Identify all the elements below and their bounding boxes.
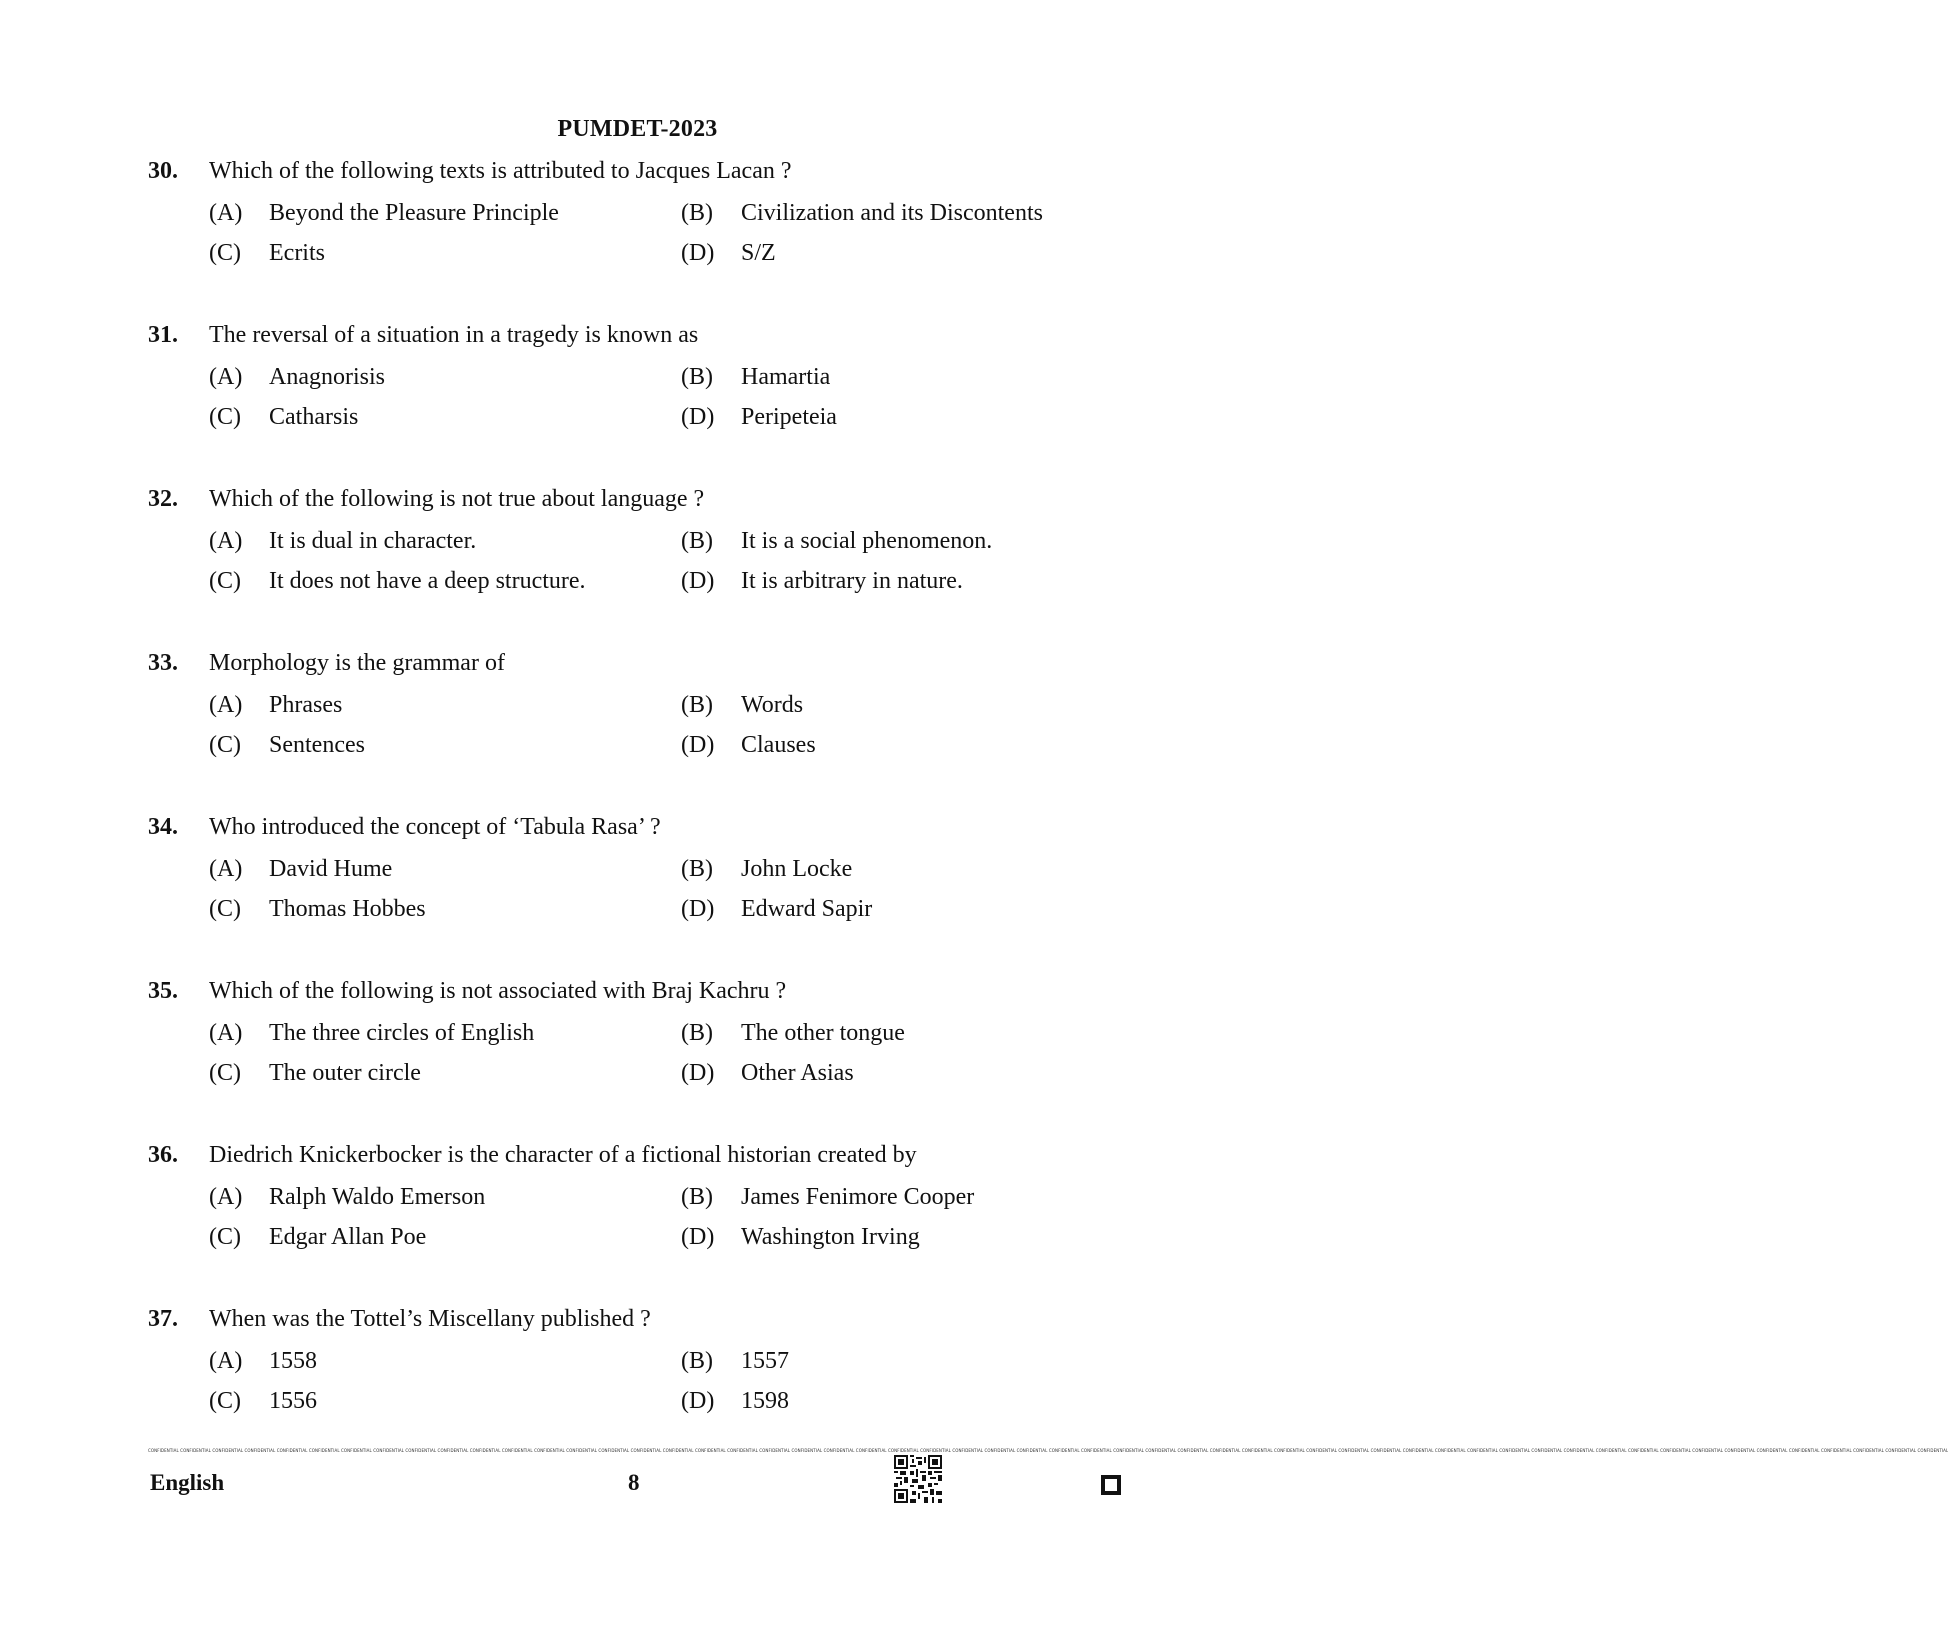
option-letter: (C): [209, 1224, 241, 1250]
option-a: [209, 1017, 534, 1049]
question-32: [0, 483, 1275, 647]
option-letter: (B): [681, 1020, 713, 1046]
option-text: David Hume: [269, 856, 393, 882]
option-c: [209, 1221, 426, 1253]
option-b: [681, 1017, 905, 1049]
option-text: Ralph Waldo Emerson: [269, 1184, 486, 1210]
question-34: [0, 811, 1275, 975]
option-b: [681, 361, 830, 393]
option-letter: (D): [681, 896, 715, 922]
question-text: Which of the following texts is attributed to Jacques Lacan ?: [209, 158, 792, 184]
option-c: [209, 401, 358, 433]
option-a: [209, 525, 476, 557]
question-text: Who introduced the concept of ‘Tabula Rasa’ ?: [209, 814, 661, 840]
question-text: Which of the following is not true about language ?: [209, 486, 705, 512]
option-text: 1556: [269, 1388, 317, 1414]
option-letter: (A): [209, 1184, 243, 1210]
option-text: Ecrits: [269, 240, 325, 266]
option-text: 1558: [269, 1348, 317, 1374]
option-text: The outer circle: [269, 1060, 421, 1086]
option-text: Peripeteia: [741, 404, 837, 430]
question-33: [0, 647, 1275, 811]
option-text: James Fenimore Cooper: [741, 1184, 975, 1210]
question-number: 30.: [148, 158, 178, 184]
page-number: 8: [628, 1470, 640, 1495]
option-text: It does not have a deep structure.: [269, 568, 586, 594]
option-letter: (D): [681, 1388, 715, 1414]
question-number: 37.: [148, 1306, 178, 1332]
question-number: 34.: [148, 814, 178, 840]
option-text: Sentences: [269, 732, 365, 758]
option-letter: (B): [681, 200, 713, 226]
option-d: [681, 1057, 854, 1089]
option-letter: (B): [681, 364, 713, 390]
option-c: [209, 1057, 421, 1089]
option-c: [209, 893, 426, 925]
option-letter: (A): [209, 692, 243, 718]
question-37: [0, 1303, 1948, 1467]
option-d: [681, 1221, 920, 1253]
qr-code-icon: [894, 1455, 942, 1503]
option-d: [681, 565, 963, 597]
question-text: The reversal of a situation in a tragedy is known as: [209, 322, 699, 348]
option-letter: (D): [681, 404, 715, 430]
option-d: [681, 1385, 789, 1417]
option-b: [681, 1345, 789, 1377]
option-letter: (C): [209, 1388, 241, 1414]
option-text: It is arbitrary in nature.: [741, 568, 963, 594]
option-text: Civilization and its Discontents: [741, 200, 1043, 226]
option-letter: (A): [209, 364, 243, 390]
question-text: Morphology is the grammar of: [209, 650, 505, 676]
option-letter: (D): [681, 568, 715, 594]
option-letter: (B): [681, 692, 713, 718]
option-d: [681, 401, 837, 433]
option-letter: (A): [209, 1020, 243, 1046]
option-b: [681, 525, 992, 557]
option-b: [681, 853, 852, 885]
question-30: [0, 155, 1275, 319]
option-letter: (C): [209, 1060, 241, 1086]
option-a: [209, 197, 559, 229]
option-text: Catharsis: [269, 404, 359, 430]
option-letter: (C): [209, 568, 241, 594]
option-letter: (B): [681, 1184, 713, 1210]
option-text: John Locke: [741, 856, 853, 882]
option-a: [209, 853, 392, 885]
footer-subject: English: [150, 1470, 225, 1495]
option-text: Clauses: [741, 732, 816, 758]
question-number: 36.: [148, 1142, 178, 1168]
option-c: [209, 237, 325, 269]
option-text: It is a social phenomenon.: [741, 528, 993, 554]
option-letter: (C): [209, 240, 241, 266]
question-text: Which of the following is not associated with Braj Kachru ?: [209, 978, 787, 1004]
option-text: Thomas Hobbes: [269, 896, 426, 922]
page-title: PUMDET-2023: [557, 116, 718, 142]
option-d: [681, 729, 816, 761]
question-36: [0, 1139, 1275, 1303]
option-letter: (C): [209, 404, 241, 430]
question-number: 33.: [148, 650, 178, 676]
option-text: Washington Irving: [741, 1224, 920, 1250]
option-c: [209, 1385, 317, 1417]
option-letter: (B): [681, 528, 713, 554]
question-text: When was the Tottel’s Miscellany published ?: [209, 1306, 651, 1332]
option-d: [681, 893, 872, 925]
option-text: Words: [741, 692, 804, 718]
option-letter: (D): [681, 240, 715, 266]
question-number: 35.: [148, 978, 178, 1004]
option-letter: (A): [209, 528, 243, 554]
question-number: 32.: [148, 486, 178, 512]
option-text: Edward Sapir: [741, 896, 873, 922]
option-letter: (B): [681, 1348, 713, 1374]
option-text: Hamartia: [741, 364, 831, 390]
option-letter: (B): [681, 856, 713, 882]
option-text: Phrases: [269, 692, 343, 718]
option-b: [681, 197, 1043, 229]
option-letter: (D): [681, 1224, 715, 1250]
option-a: [209, 689, 342, 721]
option-a: [209, 361, 385, 393]
question-text: Diedrich Knickerbocker is the character of a fictional historian created by: [209, 1142, 917, 1168]
option-letter: (C): [209, 732, 241, 758]
option-text: 1598: [741, 1388, 789, 1414]
option-text: The other tongue: [741, 1020, 905, 1046]
option-c: [209, 565, 586, 597]
option-text: The three circles of English: [269, 1020, 535, 1046]
option-letter: (A): [209, 1348, 243, 1374]
option-a: [209, 1345, 317, 1377]
option-a: [209, 1181, 485, 1213]
option-text: Anagnorisis: [269, 364, 385, 390]
option-letter: (A): [209, 856, 243, 882]
option-d: [681, 237, 776, 269]
option-b: [681, 689, 803, 721]
confidential-strip: CONFIDENTIAL CONFIDENTIAL CONFIDENTIAL CONFIDENTIAL CONFIDENTIAL CONFIDENTIAL CONFIDENTIAL CONFIDENTIAL CONFIDENTIAL CONFIDENTIAL CONFIDENTIAL CONFIDENTIAL CONFIDENTIAL CONFIDENTIAL CONFIDENTIAL CONFIDENTIAL CONFIDENTIAL CONFIDENTIAL CONFIDENTIAL CONFIDENTIAL CONFIDENTIAL CONFIDENTIAL CONFIDENTIAL CONFIDENTIAL CONFIDENTIAL CONFIDENTIAL CONFIDENTIAL CONFIDENTIAL CONFIDENTIAL CONFIDENTIAL CONFIDENTIAL CONFIDENTIAL CONFIDENTIAL CONFIDENTIAL CONFIDENTIAL CONFIDENTIAL CONFIDENTIAL CONFIDENTIAL CONFIDENTIAL CONFIDENTIAL CONFIDENTIAL CONFIDENTIAL CONFIDENTIAL CONFIDENTIAL CONFIDENTIAL CONFIDENTIAL CONFIDENTIAL CONFIDENTIAL CONFIDENTIAL CONFIDENTIAL CONFIDENTIAL CONFIDENTIAL CONFIDENTIAL CONFIDENTIAL CONFIDENTIAL CONFIDENTIAL: [148, 1448, 1948, 1453]
question-list: [0, 155, 1948, 1467]
option-text: Beyond the Pleasure Principle: [269, 200, 559, 226]
option-text: Edgar Allan Poe: [269, 1224, 427, 1250]
option-letter: (C): [209, 896, 241, 922]
option-text: Other Asias: [741, 1060, 854, 1086]
option-b: [681, 1181, 974, 1213]
option-c: [209, 729, 365, 761]
question-35: [0, 975, 1275, 1139]
option-letter: (D): [681, 1060, 715, 1086]
option-letter: (A): [209, 200, 243, 226]
question-31: [0, 319, 1275, 483]
option-text: 1557: [741, 1348, 789, 1374]
option-text: S/Z: [741, 240, 776, 266]
option-letter: (D): [681, 732, 715, 758]
question-number: 31.: [148, 322, 178, 348]
option-text: It is dual in character.: [269, 528, 477, 554]
square-marker-icon: [1101, 1475, 1121, 1495]
